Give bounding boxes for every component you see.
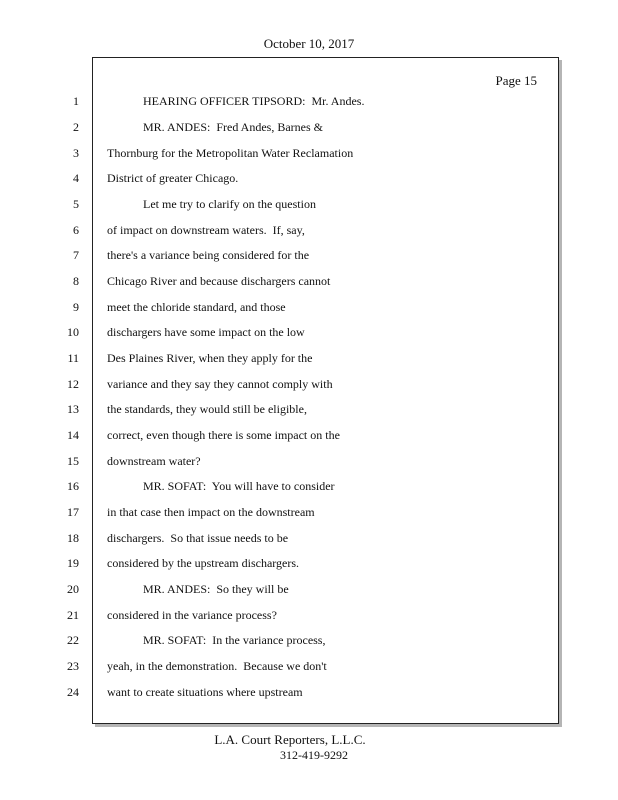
line-number: 19 bbox=[67, 556, 79, 570]
transcript-line: want to create situations where upstream bbox=[107, 685, 303, 699]
transcript-line: MR. SOFAT: In the variance process, bbox=[143, 633, 326, 647]
line-number: 6 bbox=[73, 223, 79, 237]
transcript-line: MR. ANDES: So they will be bbox=[143, 582, 289, 596]
line-number: 2 bbox=[73, 120, 79, 134]
line-number: 22 bbox=[67, 633, 79, 647]
line-number: 20 bbox=[67, 582, 79, 596]
transcript-line: District of greater Chicago. bbox=[107, 171, 239, 185]
line-number: 8 bbox=[73, 274, 79, 288]
transcript-line: dischargers. So that issue needs to be bbox=[107, 531, 289, 545]
line-number: 15 bbox=[67, 454, 79, 468]
transcript-line: there's a variance being considered for the bbox=[107, 248, 310, 262]
line-number: 11 bbox=[67, 351, 79, 365]
line-number: 13 bbox=[67, 402, 79, 416]
line-number: 1 bbox=[73, 94, 79, 108]
transcript-line: considered in the variance process? bbox=[107, 608, 277, 622]
line-number: 21 bbox=[67, 608, 79, 622]
line-number: 9 bbox=[73, 300, 79, 314]
transcript-line: Thornburg for the Metropolitan Water Reclamation bbox=[107, 146, 354, 160]
line-number: 7 bbox=[73, 248, 79, 262]
line-number: 4 bbox=[73, 171, 79, 185]
line-number: 17 bbox=[67, 505, 79, 519]
transcript-line: variance and they say they cannot comply with bbox=[107, 377, 333, 391]
line-number: 18 bbox=[67, 531, 79, 545]
line-number: 10 bbox=[67, 325, 79, 339]
transcript-line: dischargers have some impact on the low bbox=[107, 325, 305, 339]
footer-phone: 312-419-9292 bbox=[280, 748, 348, 762]
transcript-line: downstream water? bbox=[107, 454, 201, 468]
transcript-line: yeah, in the demonstration. Because we don't bbox=[107, 659, 327, 673]
transcript-line: correct, even though there is some impact on the bbox=[107, 428, 340, 442]
transcript-line: of impact on downstream waters. If, say, bbox=[107, 223, 305, 237]
transcript-line: in that case then impact on the downstream bbox=[107, 505, 315, 519]
transcript-line: Des Plaines River, when they apply for the bbox=[107, 351, 313, 365]
transcript-line: considered by the upstream dischargers. bbox=[107, 556, 300, 570]
transcript-line: Let me try to clarify on the question bbox=[143, 197, 316, 211]
line-number: 23 bbox=[67, 659, 79, 673]
line-number: 3 bbox=[73, 146, 79, 160]
transcript-line: MR. ANDES: Fred Andes, Barnes & bbox=[143, 120, 323, 134]
line-number: 12 bbox=[67, 377, 79, 391]
line-number: 16 bbox=[67, 479, 79, 493]
transcript-line: MR. SOFAT: You will have to consider bbox=[143, 479, 335, 493]
page-number: Page 15 bbox=[495, 73, 537, 88]
line-number: 14 bbox=[67, 428, 79, 442]
line-number: 5 bbox=[73, 197, 79, 211]
header-date: October 10, 2017 bbox=[263, 36, 355, 51]
line-number: 24 bbox=[67, 685, 79, 699]
transcript-line: meet the chloride standard, and those bbox=[107, 300, 286, 314]
footer-company: L.A. Court Reporters, L.L.C. bbox=[214, 732, 366, 747]
transcript-line: Chicago River and because dischargers cannot bbox=[107, 274, 331, 288]
transcript-line: HEARING OFFICER TIPSORD: Mr. Andes. bbox=[143, 94, 365, 108]
transcript-line: the standards, they would still be eligible, bbox=[107, 402, 307, 416]
